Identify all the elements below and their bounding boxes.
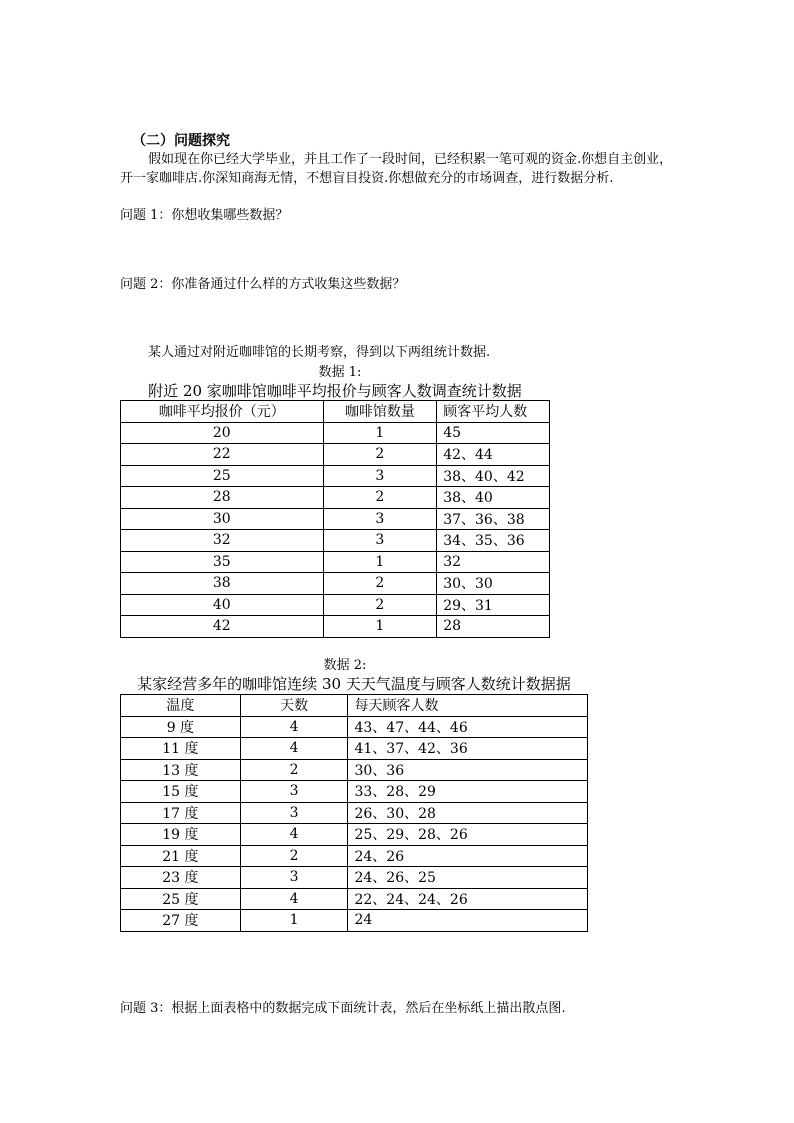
table-row: [121, 487, 550, 509]
table-cell: 43、47、44、46: [348, 716, 588, 738]
table-cell: 34、35、36: [437, 530, 550, 552]
table-cell: 21 度: [121, 845, 241, 867]
data-intro: 某人通过对附近咖啡馆的长期考察，得到以下两组统计数据.: [148, 345, 491, 360]
table-cell: 2: [323, 487, 437, 509]
table-cell: 19 度: [121, 824, 241, 846]
table-cell: 4: [240, 824, 348, 846]
table-cell: 3: [240, 802, 348, 824]
table-row: [121, 910, 588, 932]
table-cell: 11 度: [121, 738, 241, 760]
table-row: [121, 824, 588, 846]
table-cell: 15 度: [121, 781, 241, 803]
table-cell: 20: [121, 422, 324, 444]
table-row: [121, 716, 588, 738]
table-row: [121, 508, 550, 530]
table-cell: 30、36: [348, 759, 588, 781]
table-row: [121, 573, 550, 595]
coffee-price-table: [120, 400, 550, 638]
table-row: [121, 738, 588, 760]
table-cell: 25: [121, 465, 324, 487]
table-row: [121, 465, 550, 487]
table-cell: 28: [121, 487, 324, 509]
table-header-row: [121, 401, 550, 423]
table-cell: 32: [121, 530, 324, 552]
table-row: [121, 616, 550, 638]
table-cell: 4: [240, 888, 348, 910]
table-cell: 42: [121, 616, 324, 638]
table-cell: 2: [323, 594, 437, 616]
table-cell: 2: [240, 845, 348, 867]
column-header: 咖啡平均报价（元）: [121, 401, 324, 423]
data1-caption: 附近 20 家咖啡馆咖啡平均报价与顾客人数调查统计数据: [148, 382, 522, 400]
table-cell: 32: [437, 551, 550, 573]
table-row: [121, 551, 550, 573]
table-cell: 33、28、29: [348, 781, 588, 803]
table-cell: 41、37、42、36: [348, 738, 588, 760]
table-cell: 38、40: [437, 487, 550, 509]
table-cell: 24: [348, 910, 588, 932]
table-cell: 1: [323, 616, 437, 638]
table-cell: 38、40、42: [437, 465, 550, 487]
table-row: [121, 867, 588, 889]
table-row: [121, 845, 588, 867]
data2-caption: 某家经营多年的咖啡馆连续 30 天天气温度与顾客人数统计数据据: [137, 675, 571, 693]
table-cell: 25、29、28、26: [348, 824, 588, 846]
question-2: 问题 2：你准备通过什么样的方式收集这些数据？: [120, 277, 406, 292]
table-header-row: [121, 695, 588, 717]
table-row: [121, 594, 550, 616]
column-header: 顾客平均人数: [437, 401, 550, 423]
scenario-paragraph: 假如现在你已经大学毕业，并且工作了一段时间，已经积累一笔可观的资金.你想自主创业，开一家咖啡店.你深知商海无情，不想盲目投资.你想做充分的市场调查，进行数据分析.: [120, 152, 673, 186]
table-cell: 4: [240, 738, 348, 760]
table-cell: 3: [323, 530, 437, 552]
data1-label: 数据 1:: [318, 365, 362, 380]
table-cell: 30、30: [437, 573, 550, 595]
table-row: [121, 422, 550, 444]
column-header: 温度: [121, 695, 241, 717]
table-cell: 30: [121, 508, 324, 530]
section-title: （二）问题探究: [132, 133, 230, 149]
table-cell: 27 度: [121, 910, 241, 932]
table-cell: 35: [121, 551, 324, 573]
table-cell: 4: [240, 716, 348, 738]
table-cell: 26、30、28: [348, 802, 588, 824]
table-cell: 2: [323, 573, 437, 595]
table-cell: 22: [121, 444, 324, 466]
table-row: [121, 759, 588, 781]
table-row: [121, 530, 550, 552]
table-cell: 40: [121, 594, 324, 616]
table-cell: 24、26: [348, 845, 588, 867]
table-cell: 24、26、25: [348, 867, 588, 889]
table-cell: 42、44: [437, 444, 550, 466]
table-cell: 3: [240, 781, 348, 803]
table-cell: 38: [121, 573, 324, 595]
data2-label: 数据 2:: [323, 658, 367, 673]
table-row: [121, 888, 588, 910]
table-cell: 17 度: [121, 802, 241, 824]
table-cell: 3: [240, 867, 348, 889]
table-row: [121, 781, 588, 803]
column-header: 咖啡馆数量: [323, 401, 437, 423]
table-cell: 1: [323, 551, 437, 573]
table-cell: 29、31: [437, 594, 550, 616]
column-header: 每天顾客人数: [348, 695, 588, 717]
table-cell: 1: [240, 910, 348, 932]
table-row: [121, 802, 588, 824]
table-row: [121, 444, 550, 466]
table-cell: 23 度: [121, 867, 241, 889]
table-cell: 3: [323, 508, 437, 530]
table-cell: 45: [437, 422, 550, 444]
question-1: 问题 1：你想收集哪些数据？: [120, 208, 289, 223]
table-cell: 1: [323, 422, 437, 444]
table-cell: 22、24、24、26: [348, 888, 588, 910]
table-cell: 2: [240, 759, 348, 781]
question-3: 问题 3：根据上面表格中的数据完成下面统计表，然后在坐标纸上描出散点图.: [120, 1001, 566, 1016]
table-cell: 37、36、38: [437, 508, 550, 530]
column-header: 天数: [240, 695, 348, 717]
table-cell: 9 度: [121, 716, 241, 738]
table-cell: 13 度: [121, 759, 241, 781]
temperature-table: [120, 694, 588, 932]
table-cell: 3: [323, 465, 437, 487]
table-cell: 28: [437, 616, 550, 638]
table-cell: 25 度: [121, 888, 241, 910]
table-cell: 2: [323, 444, 437, 466]
